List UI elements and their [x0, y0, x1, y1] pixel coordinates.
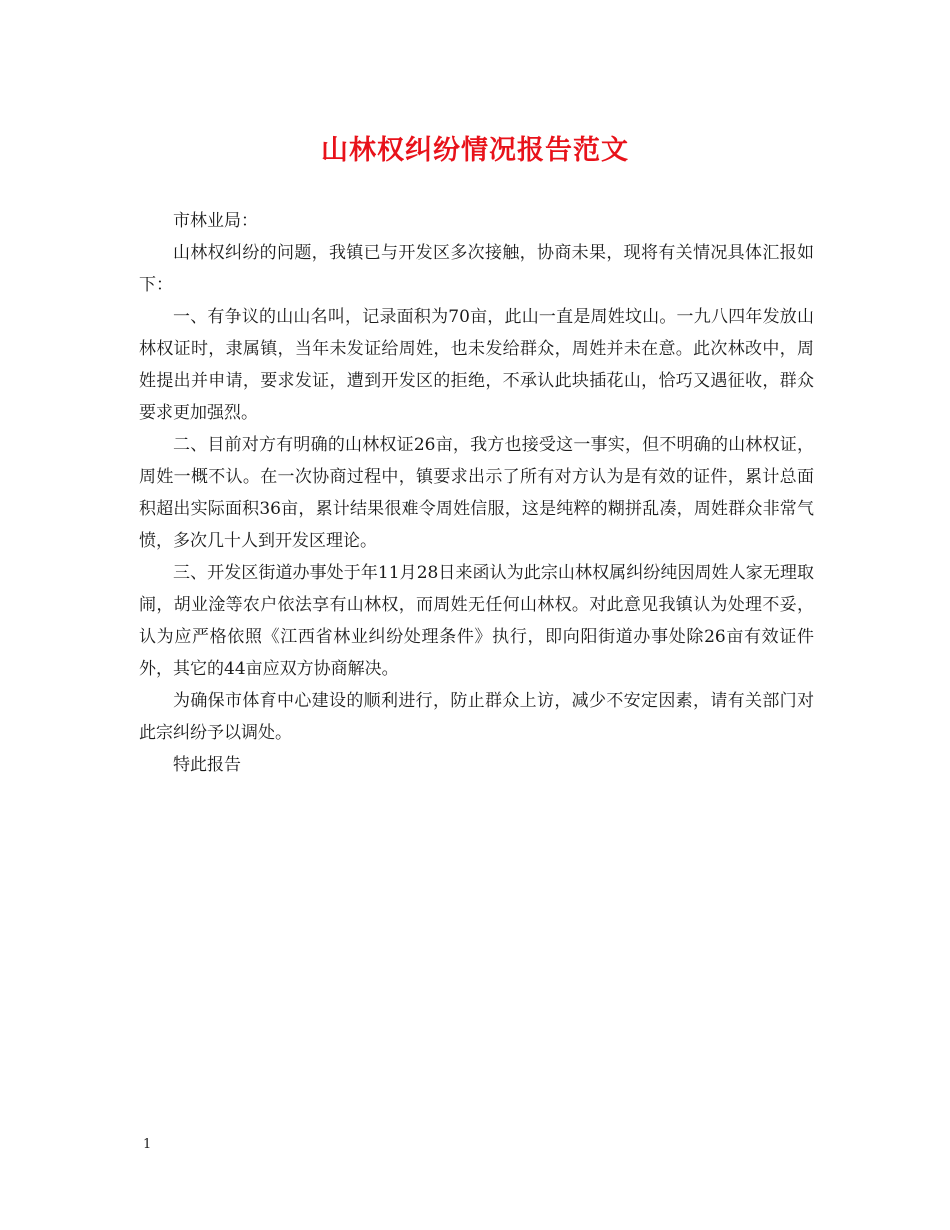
closing-line: 特此报告 [173, 755, 241, 775]
paragraph-section-three: 三、开发区街道办事处于年11月28日来函认为此宗山林权属纠纷纯因周姓人家无理取闹，胡业淦等农户依法享有山林权，而周姓无任何山林权。对此意见我镇认为处理不妥，认为应严格依照《江西省林业纠纷处理条件》执行，即向阳街道办事处除26亩有效证件外，其它的44亩应双方协商解决。 [139, 563, 814, 679]
paragraph-section-two: 二、目前对方有明确的山林权证26亩，我方也接受这一事实，但不明确的山林权证，周姓一概不认。在一次协商过程中，镇要求出示了所有对方认为是有效的证件，累计总面积超出实际面积36亩，累计结果很难令周姓信服，这是纯粹的糊拼乱凑，周姓群众非常气愤，多次几十人到开发区理论。 [139, 435, 814, 551]
salutation: 市林业局： [173, 211, 258, 231]
page-number: 1 [143, 1137, 152, 1152]
document-title: 山林权纠纷情况报告范文 [321, 135, 629, 166]
paragraph-section-one: 一、有争议的山山名叫，记录面积为70亩，此山一直是周姓坟山。一九八四年发放山林权证时，隶属镇，当年未发证给周姓，也未发给群众，周姓并未在意。此次林改中，周姓提出并申请，要求发证，遭到开发区的拒绝，不承认此块插花山，恰巧又遇征收，群众要求更加强烈。 [139, 307, 814, 423]
document-body [139, 205, 814, 781]
paragraph-intro: 山林权纠纷的问题，我镇已与开发区多次接触，协商未果，现将有关情况具体汇报如下： [139, 243, 814, 295]
paragraph-request: 为确保市体育中心建设的顺利进行，防止群众上访，减少不安定因素，请有关部门对此宗纠纷予以调处。 [139, 691, 814, 743]
